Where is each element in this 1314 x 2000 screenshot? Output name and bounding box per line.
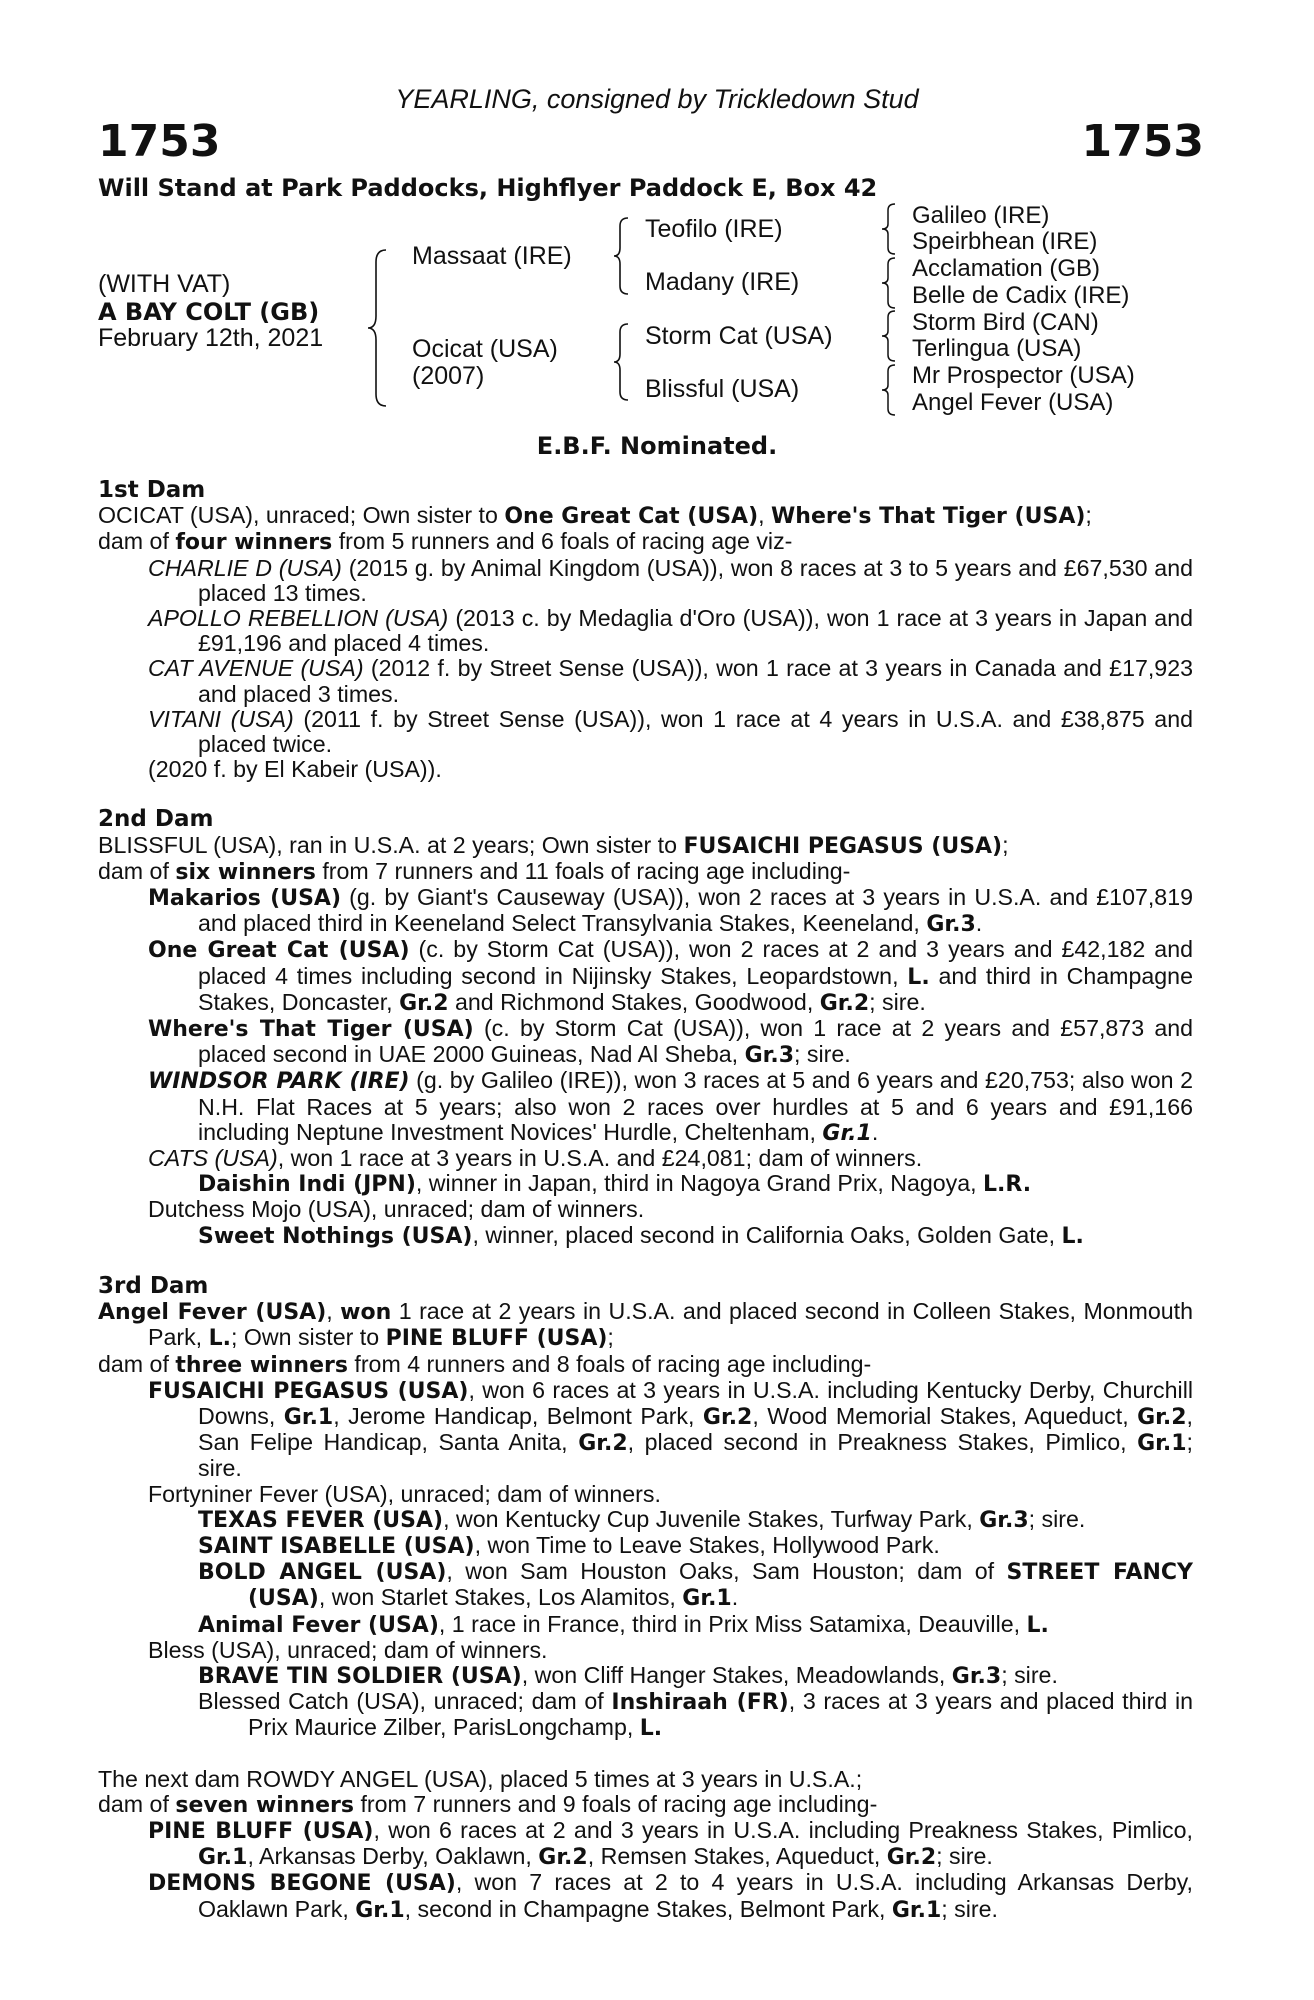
ped-ssd: Speirbhean (IRE)	[912, 228, 1098, 255]
grand-progeny-entry: TEXAS FEVER (USA), won Kentucky Cup Juvenile Stakes, Turfway Park, Gr.3; sire.	[198, 1505, 1086, 1533]
progeny-entry: Makarios (USA) (g. by Giant's Causeway (USA)), won 2 races at 3 years in U.S.A. and £107,819 and placed third in Keeneland Select Transylvania Stakes, Keeneland, Gr.3.	[148, 884, 1193, 938]
first-dam-summary: dam of four winners from 5 runners and 6 foals of racing age viz-	[98, 528, 793, 556]
grand-progeny-entry: BOLD ANGEL (USA), won Sam Houston Oaks, Sam Houston; dam of STREET FANCY (USA), won Starlet Stakes, Los Alamitos, Gr.1.	[198, 1558, 1193, 1612]
grand-progeny-entry: Animal Fever (USA), 1 race in France, third in Prix Miss Satamixa, Deauville, L.	[198, 1610, 1049, 1638]
ped-sss: Galileo (IRE)	[912, 202, 1050, 229]
ped-sds: Acclamation (GB)	[912, 255, 1101, 282]
progeny-entry: CHARLIE D (USA) (2015 g. by Animal Kingdom (USA)), won 8 races at 3 to 5 years and £67,530 and placed 13 times.	[148, 554, 1193, 606]
progeny-entry: PINE BLUFF (USA), won 6 races at 2 and 3 years in U.S.A. including Preakness Stakes, Pimlico, Gr.1, Arkansas Derby, Oaklawn, Gr.2, Remsen Stakes, Aqueduct, Gr.2; sire.	[148, 1816, 1193, 1871]
dam-year: (2007)	[412, 362, 485, 390]
brace-gen1	[368, 248, 390, 408]
ped-ddd: Angel Fever (USA)	[912, 389, 1114, 416]
dam-sire: Storm Cat (USA)	[645, 322, 833, 350]
progeny-entry: Bless (USA), unraced; dam of winners.	[148, 1636, 548, 1663]
brace-dd	[882, 363, 898, 417]
first-dam-description: OCICAT (USA), unraced; Own sister to One Great Cat (USA), Where's That Tiger (USA);	[98, 502, 1092, 530]
progeny-entry: DEMONS BEGONE (USA), won 7 races at 2 to 4 years in U.S.A. including Arkansas Derby, Oaklawn Park, Gr.1, second in Champagne Stakes, Belmont Park, Gr.1; sire.	[148, 1869, 1193, 1923]
grand-progeny-entry: Blessed Catch (USA), unraced; dam of Inshiraah (FR), 3 races at 3 years and placed third in Prix Maurice Zilber, ParisLongchamp, L.	[198, 1688, 1194, 1742]
vat-note: (WITH VAT)	[98, 270, 231, 298]
second-dam-summary: dam of six winners from 7 runners and 11 foals of racing age including-	[98, 857, 851, 885]
next-dam-summary: dam of seven winners from 7 runners and 9 foals of racing age including-	[98, 1790, 878, 1818]
ped-sdd: Belle de Cadix (IRE)	[912, 282, 1130, 309]
progeny-entry: Fortyniner Fever (USA), unraced; dam of winners.	[148, 1480, 661, 1507]
brace-sire	[614, 216, 632, 296]
sire-sire: Teofilo (IRE)	[645, 215, 783, 243]
ebf-note: E.B.F. Nominated.	[536, 432, 778, 460]
grand-progeny-entry: SAINT ISABELLE (USA), won Time to Leave Stakes, Hollywood Park.	[198, 1531, 940, 1559]
ped-dds: Mr Prospector (USA)	[912, 362, 1135, 389]
brace-ss	[882, 202, 898, 256]
brace-ds	[882, 309, 898, 363]
progeny-entry: CAT AVENUE (USA) (2012 f. by Street Sense (USA)), won 1 race at 3 years in Canada and £17,923 and placed 3 times.	[148, 655, 1193, 707]
colt-name: A BAY COLT (GB)	[98, 298, 320, 326]
progeny-entry: One Great Cat (USA) (c. by Storm Cat (USA)), won 2 races at 2 and 3 years and £42,182 and placed 4 times including second in Nijinsky Stakes, Leopardstown, L. and third in Champagne Stakes, Doncaster, Gr.2 and Richmond Stakes, Goodwood, Gr.2; sire.	[148, 936, 1193, 1016]
grand-progeny-entry: Daishin Indi (JPN), winner in Japan, third in Nagoya Grand Prix, Nagoya, L.R.	[198, 1170, 1032, 1198]
third-dam-summary: dam of three winners from 4 runners and 8 foals of racing age including-	[98, 1350, 872, 1378]
lot-number-right: 1753	[1081, 116, 1204, 167]
progeny-entry: FUSAICHI PEGASUS (USA), won 6 races at 3 years in U.S.A. including Kentucky Derby, Churchill Downs, Gr.1, Jerome Handicap, Belmont Park, Gr.2, Wood Memorial Stakes, Aqueduct, Gr.2, San Felipe Handicap, Santa Anita, Gr.2, placed second in Preakness Stakes, Pimlico, Gr.1; sire.	[148, 1376, 1193, 1482]
catalogue-text	[98, 478, 1193, 1923]
consignment-line: YEARLING, consigned by Trickledown Stud	[395, 84, 919, 114]
progeny-entry: CATS (USA), won 1 race at 3 years in U.S.A. and £24,081; dam of winners.	[148, 1145, 923, 1172]
progeny-entry: VITANI (USA) (2011 f. by Street Sense (USA)), won 1 race at 4 years in U.S.A. and £38,875 and placed twice.	[148, 705, 1193, 758]
third-dam-heading: 3rd Dam	[98, 1272, 209, 1299]
second-dam-heading: 2nd Dam	[98, 806, 214, 833]
dam-dam: Blissful (USA)	[645, 375, 800, 403]
third-dam-description: Angel Fever (USA), won 1 race at 2 years in U.S.A. and placed second in Colleen Stakes, Monmouth Park, L.; Own sister to PINE BLUFF (USA);	[98, 1298, 1194, 1352]
brace-dam	[614, 322, 632, 402]
sire-name: Massaat (IRE)	[412, 242, 572, 270]
progeny-entry: Dutchess Mojo (USA), unraced; dam of winners.	[148, 1196, 645, 1223]
first-dam-heading: 1st Dam	[98, 477, 206, 503]
sire-dam: Madany (IRE)	[645, 268, 800, 296]
second-dam-description: BLISSFUL (USA), ran in U.S.A. at 2 years; Own sister to FUSAICHI PEGASUS (USA);	[98, 831, 1009, 859]
progeny-entry: WINDSOR PARK (IRE) (g. by Galileo (IRE)), won 3 races at 5 and 6 years and £20,753; also won 2 N.H. Flat Races at 5 years; also won 2 races over hurdles at 5 and 6 years and £91,166 including Neptune Investment Novices' Hurdle, Cheltenham, Gr.1.	[148, 1067, 1193, 1146]
brace-sd	[882, 256, 898, 310]
ped-dsd: Terlingua (USA)	[912, 335, 1082, 362]
ped-dss: Storm Bird (CAN)	[912, 309, 1099, 336]
grand-progeny-entry: Sweet Nothings (USA), winner, placed second in California Oaks, Golden Gate, L.	[198, 1221, 1084, 1249]
colt-dob: February 12th, 2021	[98, 324, 324, 352]
dam-name: Ocicat (USA)	[412, 335, 558, 363]
progeny-entry: APOLLO REBELLION (USA) (2013 c. by Medaglia d'Oro (USA)), won 1 race at 3 years in Japan and £91,196 and placed 4 times.	[148, 605, 1193, 657]
progeny-entry: (2020 f. by El Kabeir (USA)).	[148, 756, 442, 783]
next-dam-description: The next dam ROWDY ANGEL (USA), placed 5 times at 3 years in U.S.A.;	[98, 1765, 863, 1792]
stand-location: Will Stand at Park Paddocks, Highflyer Paddock E, Box 42	[98, 174, 878, 202]
grand-progeny-entry: BRAVE TIN SOLDIER (USA), won Cliff Hanger Stakes, Meadowlands, Gr.3; sire.	[198, 1661, 1058, 1689]
lot-number-left: 1753	[98, 116, 221, 167]
progeny-entry: Where's That Tiger (USA) (c. by Storm Cat (USA)), won 1 race at 2 years and £57,873 and placed second in UAE 2000 Guineas, Nad Al Sheba, Gr.3; sire.	[148, 1015, 1194, 1069]
